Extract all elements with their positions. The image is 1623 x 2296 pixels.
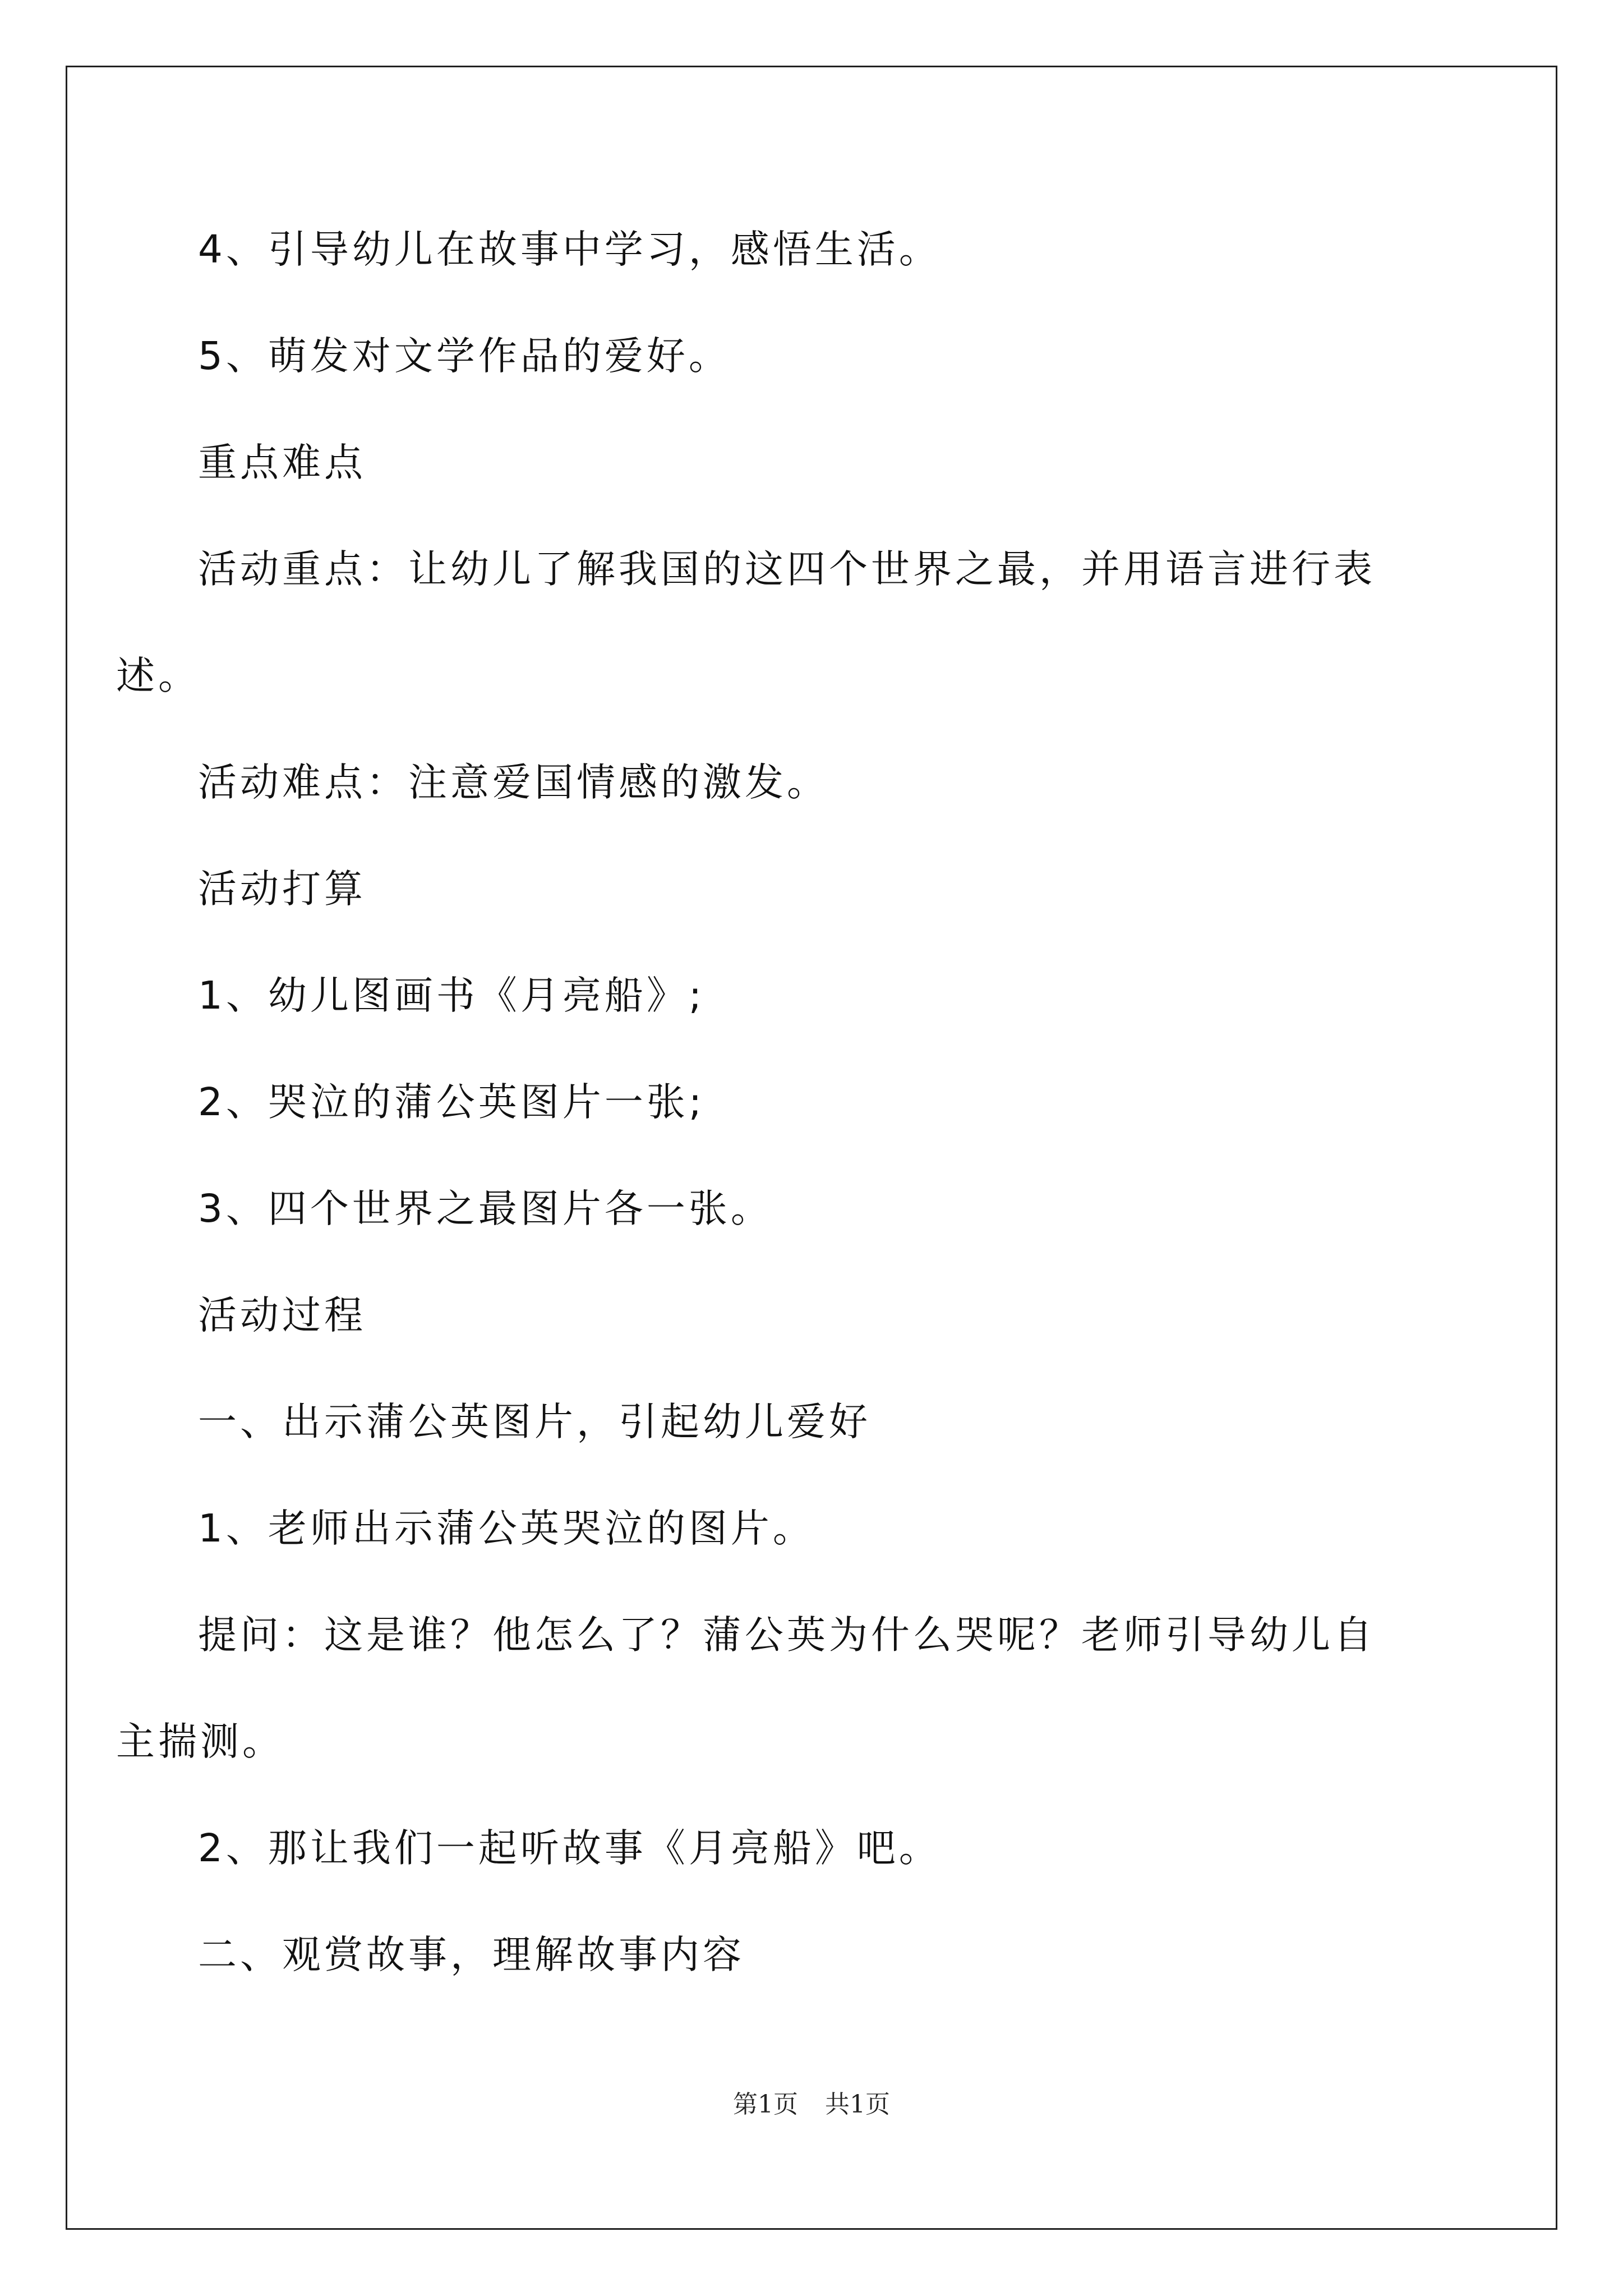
- paragraph-continuation: 主揣测。: [116, 1719, 284, 1764]
- list-item: 3、四个世界之最图片各一张。: [198, 1186, 773, 1231]
- section-heading: 活动过程: [198, 1293, 366, 1338]
- page-number: 第1页: [733, 2090, 798, 2119]
- list-item: 1、老师出示蒲公英哭泣的图片。: [198, 1506, 815, 1551]
- subsection-heading: 一、出示蒲公英图片，引起幼儿爱好: [198, 1400, 871, 1444]
- paragraph-continuation: 述。: [116, 654, 200, 698]
- total-pages: 共1页: [825, 2090, 890, 2119]
- section-heading: 活动打算: [198, 867, 366, 912]
- paragraph: 活动重点：让幼儿了解我国的这四个世界之最，并用语言进行表: [198, 547, 1376, 592]
- page-border: [66, 66, 1557, 2230]
- list-item: 2、那让我们一起听故事《月亮船》吧。: [198, 1826, 941, 1871]
- paragraph: 活动难点：注意爱国情感的激发。: [198, 760, 829, 805]
- list-item: 5、萌发对文学作品的爱好。: [198, 334, 731, 379]
- list-item: 4、引导幼儿在故事中学习，感悟生活。: [198, 227, 941, 272]
- subsection-heading: 二、观赏故事，理解故事内容: [198, 1932, 745, 1977]
- list-item: 1、幼儿图画书《月亮船》;: [198, 973, 706, 1018]
- section-heading: 重点难点: [198, 440, 366, 485]
- list-item: 2、哭泣的蒲公英图片一张;: [198, 1080, 706, 1125]
- paragraph: 提问：这是谁？他怎么了？蒲公英为什么哭呢？老师引导幼儿自: [198, 1613, 1376, 1658]
- page-footer: [0, 2088, 1623, 2122]
